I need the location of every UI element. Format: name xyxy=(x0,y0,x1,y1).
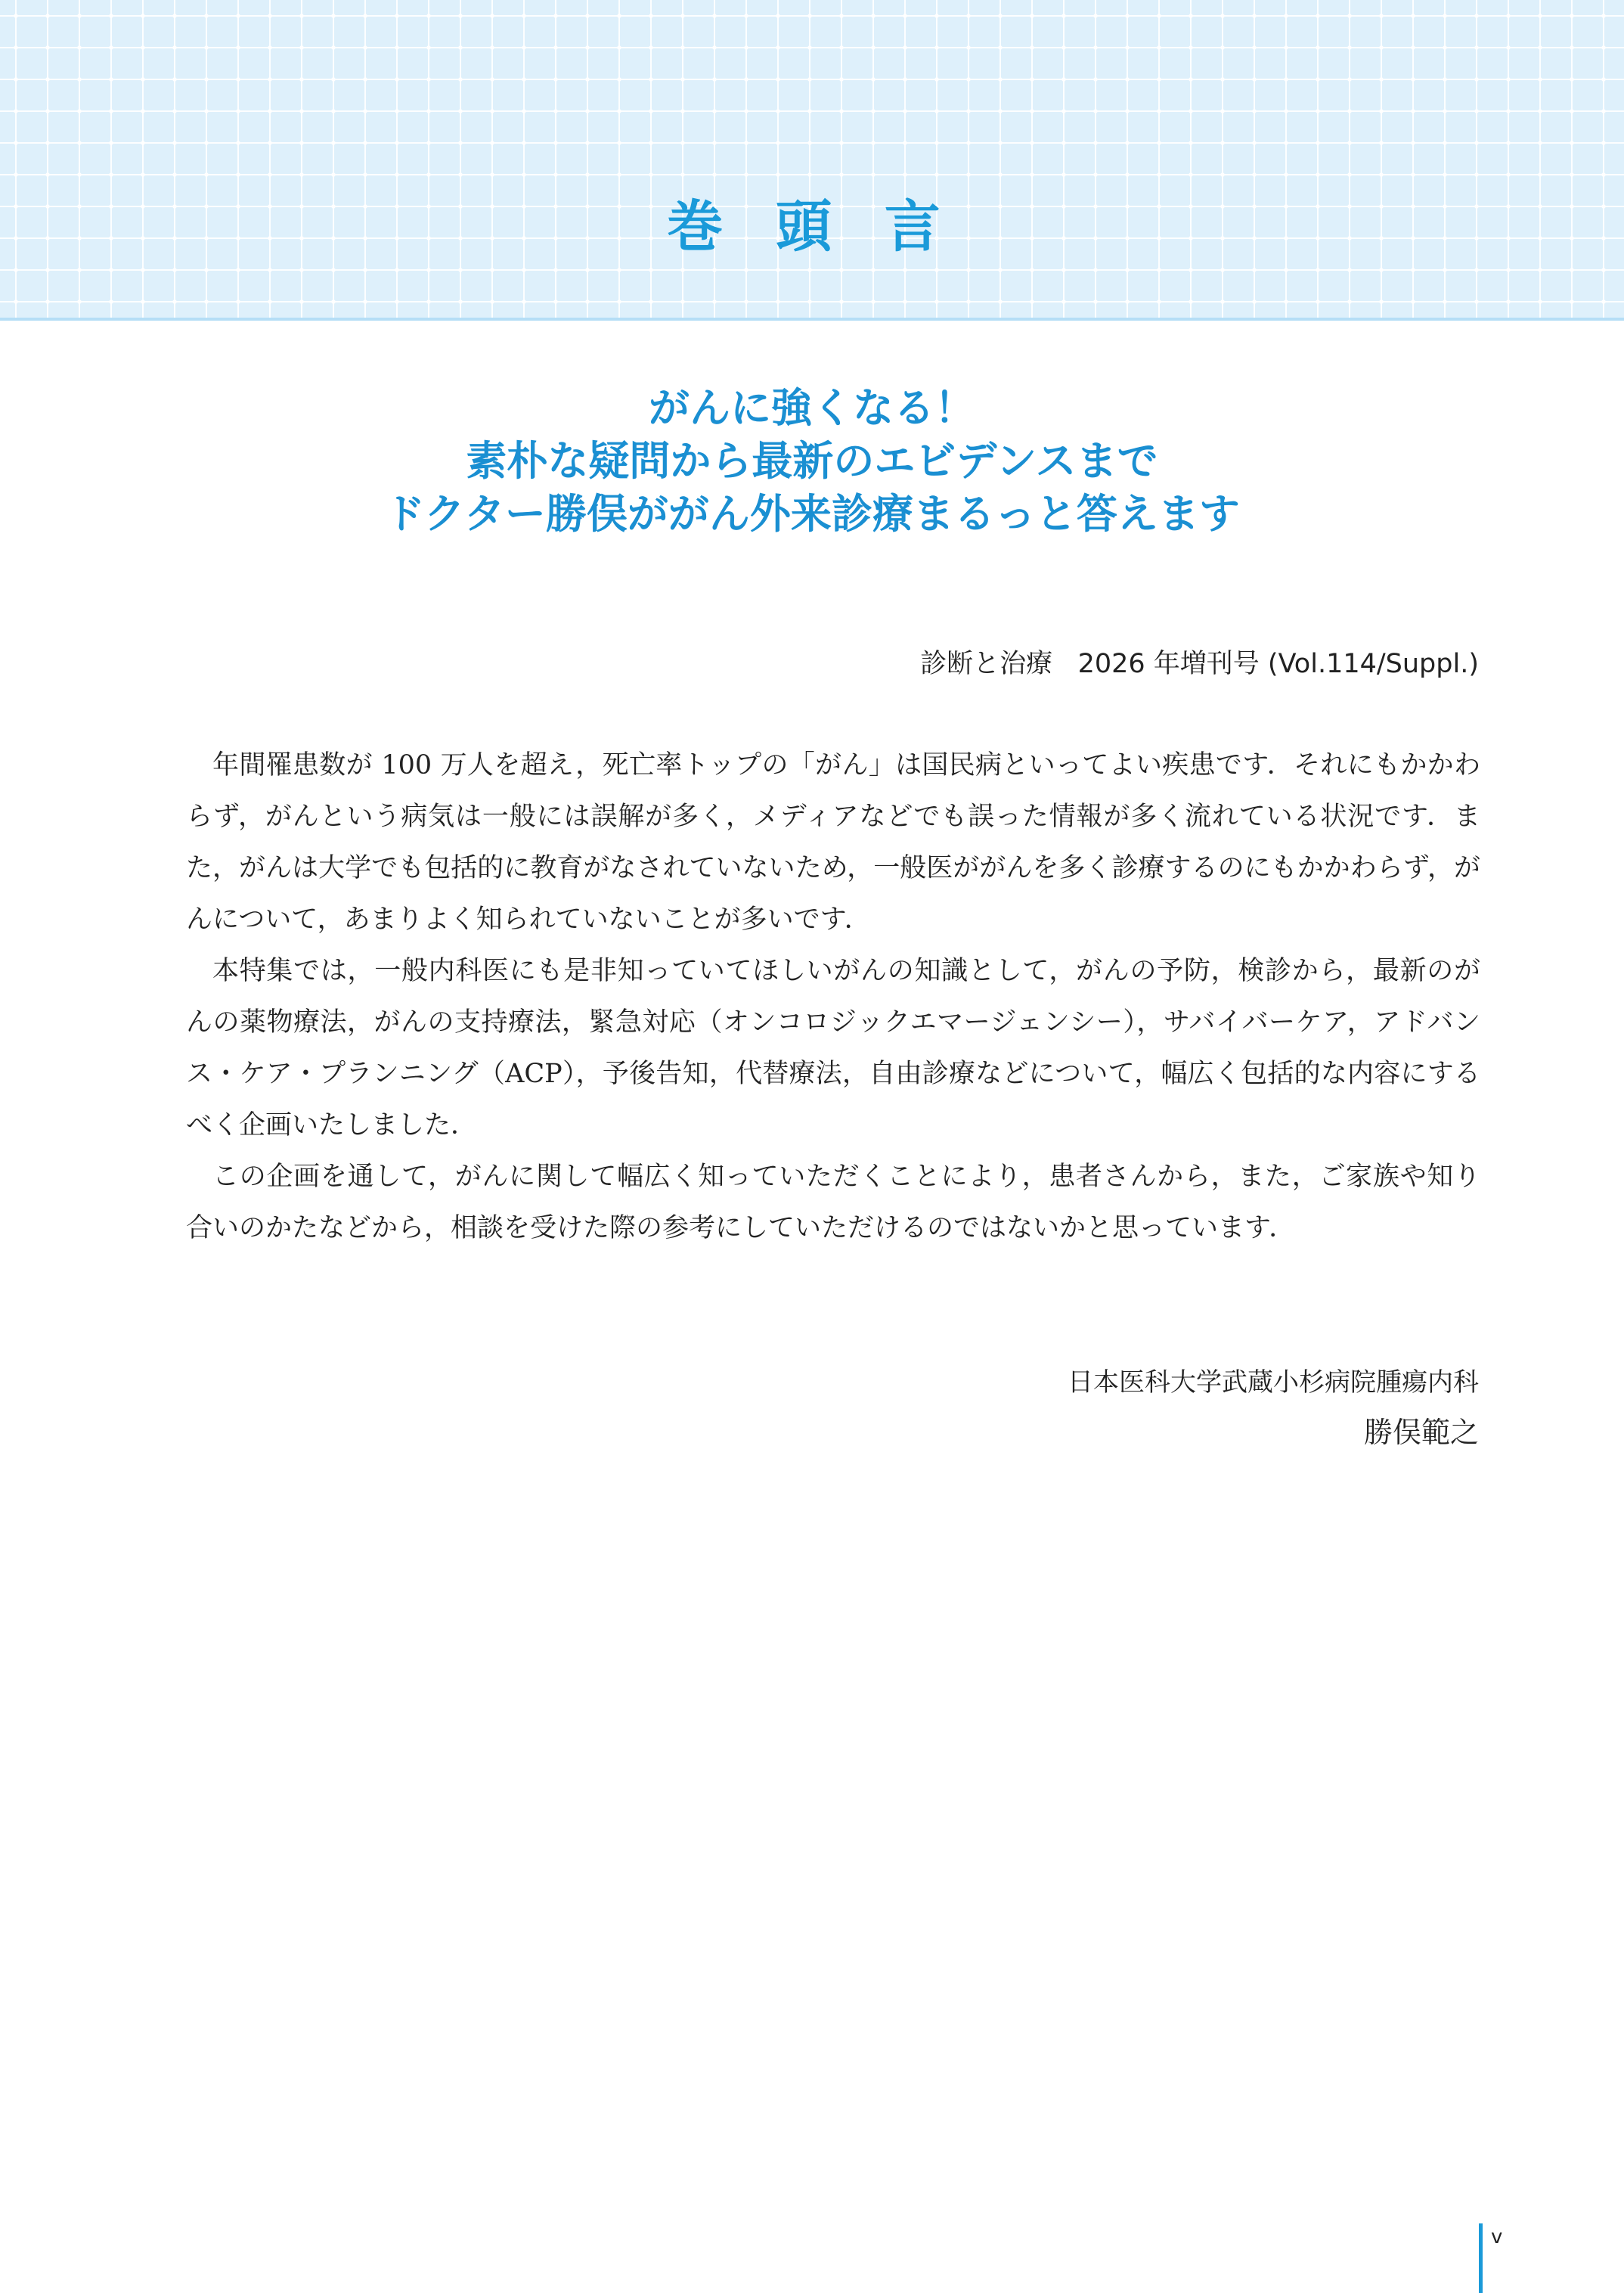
feature-subtitle xyxy=(0,382,1624,541)
author-name: 勝俣範之 xyxy=(1363,1416,1479,1449)
body-paragraph-1: 年間罹患数が 100 万人を超え，死亡率トップの「がん」は国民病といってよい疾患です．それにもかかわらず，がんという病気は一般には誤解が多く，メディアなどでも誤った情報が多く流れている状況です．また，がんは大学でも包括的に教育がなされていないため，一般医ががんを多く診療するのにもかかわらず，がんについて，あまりよく知られていないことが多いです． xyxy=(186,750,1480,935)
page-number-rule xyxy=(1479,2223,1483,2293)
page-number: v xyxy=(1491,2226,1503,2248)
page-title: 巻 頭 言 xyxy=(667,194,957,259)
subtitle-line-3: ドクター勝俣ががん外来診療まるっと答えます xyxy=(384,490,1240,538)
journal-volume: (Vol.114/Suppl.) xyxy=(1267,649,1479,679)
subtitle-line-1: がんに強くなる！ xyxy=(649,384,975,432)
header-band xyxy=(0,0,1624,321)
body-text xyxy=(186,740,1480,1254)
body-paragraph-3: この企画を通して，がんに関して幅広く知っていただくことにより，患者さんから，また，ご家族や知り合いのかたなどから，相談を受けた際の参考にしていただけるのではないかと思っています． xyxy=(186,1162,1480,1243)
author-affiliation: 日本医科大学武蔵小杉病院腫瘍内科 xyxy=(1068,1367,1479,1398)
signature xyxy=(1068,1357,1479,1457)
journal-name: 診断と治療 xyxy=(920,649,1053,679)
subtitle-line-2: 素朴な疑問から最新のエビデンスまで xyxy=(466,437,1158,485)
journal-reference xyxy=(920,640,1479,688)
journal-issue: 2026 年増刊号 xyxy=(1077,649,1260,679)
body-paragraph-2: 本特集では，一般内科医にも是非知っていてほしいがんの知識として，がんの予防，検診から，最新のがんの薬物療法，がんの支持療法，緊急対応（オンコロジックエマージェンシー），サバイバーケア，アドバンス・ケア・プランニング（ACP），予後告知，代替療法，自由診療などについて，幅広く包括的な内容にするべく企画いたしました． xyxy=(186,956,1480,1140)
